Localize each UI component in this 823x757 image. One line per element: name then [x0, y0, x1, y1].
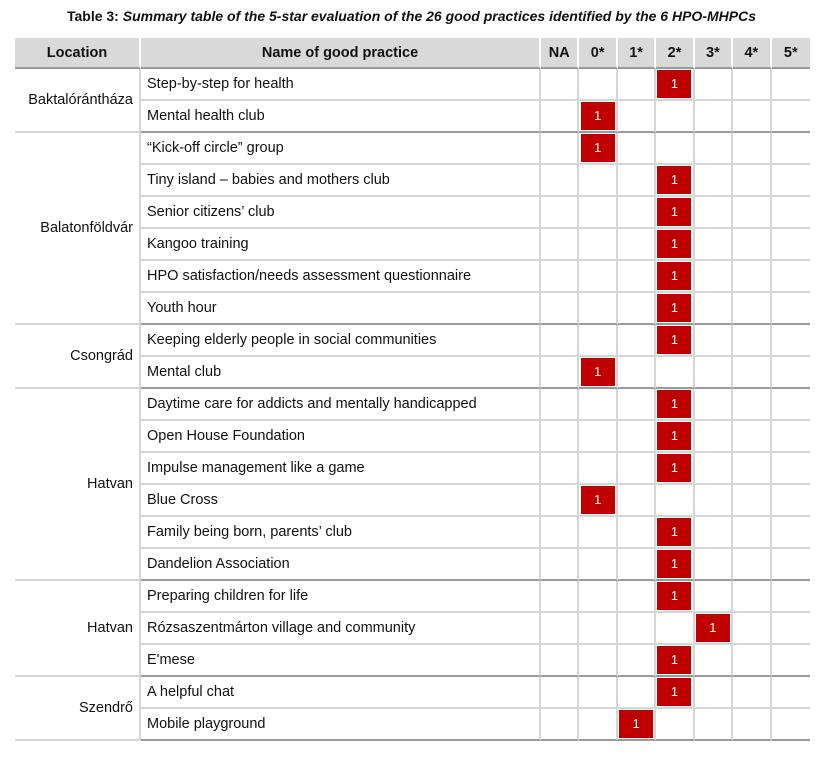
rating-cell: [733, 517, 771, 549]
rating-mark: 1: [657, 518, 691, 546]
rating-cell: [772, 133, 810, 165]
rating-cell: [695, 229, 733, 261]
column-header: Name of good practice: [141, 38, 541, 69]
rating-cell: [579, 197, 617, 229]
rating-mark: 1: [581, 358, 615, 386]
rating-cell: [772, 581, 810, 613]
rating-cell: [656, 165, 694, 197]
table-row: [15, 325, 810, 357]
column-header: NA: [541, 38, 579, 69]
rating-mark: 1: [581, 134, 615, 162]
column-header: 4*: [733, 38, 771, 69]
rating-cell: [579, 389, 617, 421]
rating-cell: [772, 357, 810, 389]
practice-name-cell: Mental health club: [141, 101, 541, 133]
rating-cell: [695, 645, 733, 677]
rating-cell: [541, 69, 579, 101]
practice-name-cell: Impulse management like a game: [141, 453, 541, 485]
rating-cell: [579, 133, 617, 165]
rating-cell: [656, 677, 694, 709]
table-row: [15, 69, 810, 101]
rating-cell: [772, 677, 810, 709]
rating-cell: [656, 453, 694, 485]
rating-cell: [579, 581, 617, 613]
rating-cell: [733, 229, 771, 261]
rating-cell: [541, 709, 579, 741]
rating-cell: [541, 261, 579, 293]
evaluation-table: [15, 38, 810, 741]
location-cell: Hatvan: [15, 581, 141, 677]
rating-cell: [695, 165, 733, 197]
rating-cell: [618, 485, 656, 517]
rating-mark: 1: [581, 486, 615, 514]
rating-cell: [541, 165, 579, 197]
rating-cell: [772, 517, 810, 549]
rating-cell: [733, 165, 771, 197]
column-header: 1*: [618, 38, 656, 69]
rating-cell: [541, 677, 579, 709]
rating-cell: [695, 293, 733, 325]
rating-cell: [695, 677, 733, 709]
rating-cell: [772, 453, 810, 485]
rating-cell: [618, 357, 656, 389]
rating-mark: 1: [657, 454, 691, 482]
location-cell: Baktalórántháza: [15, 69, 141, 133]
rating-cell: [541, 325, 579, 357]
rating-cell: [695, 133, 733, 165]
rating-cell: [772, 197, 810, 229]
rating-cell: [656, 293, 694, 325]
rating-cell: [541, 421, 579, 453]
practice-name-cell: HPO satisfaction/needs assessment questionnaire: [141, 261, 541, 293]
practice-name-cell: Mental club: [141, 357, 541, 389]
rating-cell: [541, 133, 579, 165]
rating-cell: [541, 101, 579, 133]
practice-name-cell: Kangoo training: [141, 229, 541, 261]
rating-cell: [579, 549, 617, 581]
rating-cell: [656, 421, 694, 453]
rating-cell: [656, 517, 694, 549]
rating-cell: [695, 325, 733, 357]
rating-cell: [772, 69, 810, 101]
rating-cell: [695, 389, 733, 421]
rating-mark: 1: [657, 326, 691, 354]
rating-cell: [695, 197, 733, 229]
practice-name-cell: Rózsaszentmárton village and community: [141, 613, 541, 645]
rating-cell: [579, 261, 617, 293]
rating-cell: [733, 69, 771, 101]
rating-cell: [772, 613, 810, 645]
rating-cell: [733, 101, 771, 133]
rating-cell: [733, 613, 771, 645]
table-caption: [0, 8, 823, 24]
rating-cell: [656, 389, 694, 421]
rating-cell: [618, 133, 656, 165]
rating-cell: [618, 517, 656, 549]
rating-cell: [618, 709, 656, 741]
rating-cell: [579, 229, 617, 261]
rating-cell: [695, 357, 733, 389]
rating-cell: [733, 645, 771, 677]
rating-mark: 1: [657, 678, 691, 706]
rating-cell: [618, 549, 656, 581]
table-row: [15, 581, 810, 613]
practice-name-cell: Preparing children for life: [141, 581, 541, 613]
column-header: 5*: [772, 38, 810, 69]
practice-name-cell: Youth hour: [141, 293, 541, 325]
rating-cell: [695, 613, 733, 645]
rating-cell: [733, 261, 771, 293]
rating-cell: [695, 549, 733, 581]
rating-cell: [579, 357, 617, 389]
rating-mark: 1: [657, 422, 691, 450]
rating-cell: [541, 549, 579, 581]
rating-cell: [579, 645, 617, 677]
rating-mark: 1: [657, 390, 691, 418]
practice-name-cell: Tiny island – babies and mothers club: [141, 165, 541, 197]
rating-cell: [579, 325, 617, 357]
rating-cell: [772, 229, 810, 261]
rating-cell: [733, 421, 771, 453]
rating-cell: [541, 229, 579, 261]
rating-mark: 1: [657, 198, 691, 226]
rating-cell: [695, 453, 733, 485]
practice-name-cell: “Kick-off circle” group: [141, 133, 541, 165]
rating-mark: 1: [657, 646, 691, 674]
rating-cell: [618, 165, 656, 197]
rating-cell: [695, 709, 733, 741]
rating-cell: [733, 677, 771, 709]
rating-cell: [656, 613, 694, 645]
practice-name-cell: Family being born, parents’ club: [141, 517, 541, 549]
practice-name-cell: Dandelion Association: [141, 549, 541, 581]
rating-cell: [695, 421, 733, 453]
rating-cell: [656, 101, 694, 133]
rating-cell: [733, 133, 771, 165]
rating-cell: [656, 69, 694, 101]
location-cell: Hatvan: [15, 389, 141, 581]
rating-cell: [733, 581, 771, 613]
rating-cell: [618, 581, 656, 613]
rating-cell: [656, 133, 694, 165]
rating-cell: [772, 421, 810, 453]
rating-cell: [579, 485, 617, 517]
rating-cell: [618, 325, 656, 357]
rating-cell: [733, 325, 771, 357]
rating-mark: 1: [657, 550, 691, 578]
rating-cell: [618, 421, 656, 453]
rating-cell: [541, 453, 579, 485]
rating-cell: [618, 229, 656, 261]
rating-cell: [579, 677, 617, 709]
table-row: [15, 677, 810, 709]
practice-name-cell: Open House Foundation: [141, 421, 541, 453]
rating-cell: [579, 421, 617, 453]
rating-cell: [772, 549, 810, 581]
rating-cell: [656, 645, 694, 677]
rating-cell: [772, 165, 810, 197]
rating-cell: [656, 357, 694, 389]
rating-cell: [541, 517, 579, 549]
rating-cell: [541, 389, 579, 421]
practice-name-cell: Blue Cross: [141, 485, 541, 517]
rating-cell: [733, 357, 771, 389]
practice-name-cell: Mobile playground: [141, 709, 541, 741]
rating-cell: [618, 389, 656, 421]
rating-cell: [541, 645, 579, 677]
rating-cell: [579, 293, 617, 325]
rating-cell: [541, 613, 579, 645]
rating-cell: [541, 581, 579, 613]
rating-mark: 1: [581, 102, 615, 130]
rating-cell: [618, 197, 656, 229]
table-row: [15, 133, 810, 165]
rating-cell: [541, 357, 579, 389]
rating-mark: 1: [657, 70, 691, 98]
rating-cell: [772, 261, 810, 293]
rating-cell: [541, 293, 579, 325]
rating-cell: [618, 293, 656, 325]
rating-mark: 1: [657, 230, 691, 258]
rating-cell: [733, 293, 771, 325]
rating-cell: [772, 709, 810, 741]
rating-cell: [579, 709, 617, 741]
rating-mark: 1: [619, 710, 653, 738]
rating-cell: [656, 197, 694, 229]
rating-cell: [618, 69, 656, 101]
rating-cell: [618, 453, 656, 485]
rating-cell: [656, 581, 694, 613]
practice-name-cell: Daytime care for addicts and mentally handicapped: [141, 389, 541, 421]
rating-cell: [772, 325, 810, 357]
header-row: [15, 38, 810, 69]
rating-cell: [656, 229, 694, 261]
column-header: 2*: [656, 38, 694, 69]
location-cell: Balatonföldvár: [15, 133, 141, 325]
location-cell: Csongrád: [15, 325, 141, 389]
rating-cell: [656, 325, 694, 357]
rating-cell: [772, 645, 810, 677]
rating-cell: [656, 261, 694, 293]
column-header: Location: [15, 38, 141, 69]
rating-cell: [695, 261, 733, 293]
rating-cell: [618, 677, 656, 709]
table-row: [15, 389, 810, 421]
rating-cell: [733, 389, 771, 421]
rating-cell: [733, 485, 771, 517]
rating-cell: [733, 549, 771, 581]
rating-mark: 1: [696, 614, 730, 642]
rating-cell: [579, 613, 617, 645]
caption-label: Table 3:: [66, 8, 119, 24]
rating-cell: [579, 165, 617, 197]
rating-mark: 1: [657, 582, 691, 610]
rating-cell: [618, 101, 656, 133]
table-body: [15, 69, 810, 741]
column-header: 3*: [695, 38, 733, 69]
rating-cell: [656, 485, 694, 517]
rating-cell: [579, 101, 617, 133]
rating-cell: [579, 453, 617, 485]
practice-name-cell: Step-by-step for health: [141, 69, 541, 101]
rating-cell: [733, 197, 771, 229]
rating-cell: [618, 261, 656, 293]
rating-cell: [733, 453, 771, 485]
rating-cell: [772, 485, 810, 517]
rating-cell: [656, 709, 694, 741]
practice-name-cell: E'mese: [141, 645, 541, 677]
rating-cell: [579, 517, 617, 549]
column-header: 0*: [579, 38, 617, 69]
rating-mark: 1: [657, 262, 691, 290]
rating-cell: [618, 613, 656, 645]
rating-cell: [579, 69, 617, 101]
rating-cell: [656, 549, 694, 581]
rating-cell: [733, 709, 771, 741]
rating-cell: [618, 645, 656, 677]
rating-cell: [695, 517, 733, 549]
caption-text: Summary table of the 5-star evaluation of the 26 good practices identified by the 6 HPO-MHPCs: [122, 8, 756, 24]
practice-name-cell: Senior citizens’ club: [141, 197, 541, 229]
rating-cell: [541, 197, 579, 229]
location-cell: Szendrő: [15, 677, 141, 741]
rating-mark: 1: [657, 294, 691, 322]
rating-cell: [695, 485, 733, 517]
practice-name-cell: A helpful chat: [141, 677, 541, 709]
rating-cell: [541, 485, 579, 517]
practice-name-cell: Keeping elderly people in social communities: [141, 325, 541, 357]
rating-cell: [772, 293, 810, 325]
rating-cell: [772, 101, 810, 133]
rating-cell: [695, 101, 733, 133]
rating-cell: [772, 389, 810, 421]
rating-cell: [695, 581, 733, 613]
rating-mark: 1: [657, 166, 691, 194]
rating-cell: [695, 69, 733, 101]
